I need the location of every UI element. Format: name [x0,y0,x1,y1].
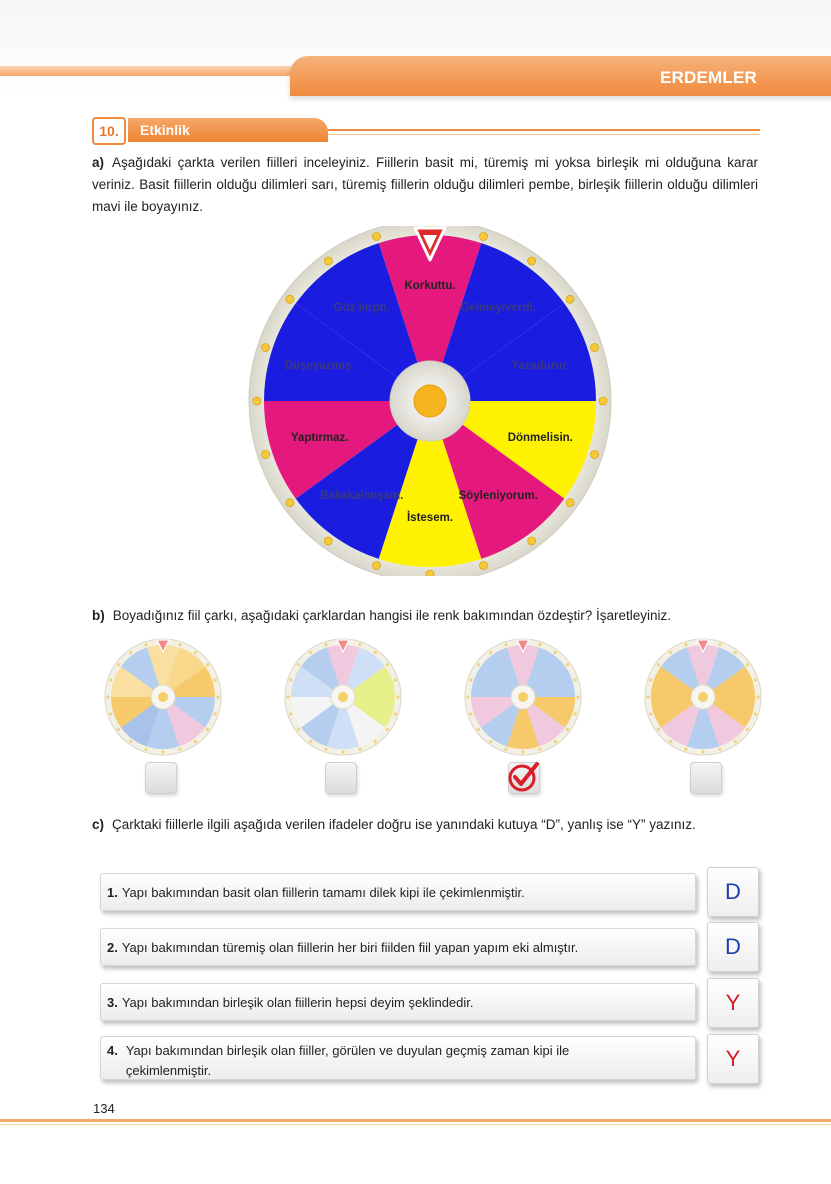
small-wheel-dot [289,712,292,715]
wheel-slice-label: Yazadurur. [511,360,570,373]
statement-1-answer: D [725,879,741,904]
wheel-slice-label: Gelmeyiverdi. [460,302,536,315]
wheel-rim-dot [591,344,599,352]
small-wheel-dot [341,750,344,753]
wheel-slice-label: Söyleniyorum. [458,489,538,502]
option-3-checkbox[interactable] [508,762,540,794]
small-wheel-hub [158,692,168,702]
small-wheel-dot [756,695,759,698]
small-wheel-dot [324,643,327,646]
small-wheel-dot [358,748,361,751]
small-wheel-dot [144,748,147,751]
wheel-slice-label: Korkuttu. [404,280,456,292]
small-wheel-dot [469,678,472,681]
activity-number: 10. [92,117,126,145]
small-wheel-dot [657,728,660,731]
small-wheel-dot [538,748,541,751]
wheel-option-4[interactable] [643,637,763,757]
statement-3 [100,983,696,1021]
small-wheel-dot [646,695,649,698]
statement-2-answer: D [725,934,741,959]
small-wheel-dot [504,643,507,646]
statement-3-number: 3. [107,994,118,1010]
small-wheel-dot [669,740,672,743]
part-c-instructions [92,814,758,836]
statement-2-number: 2. [107,939,118,955]
small-wheel-dot [669,651,672,654]
small-wheel-dot [466,695,469,698]
small-wheel-dot [574,678,577,681]
small-wheel-dot [477,728,480,731]
small-wheel-dot [394,712,397,715]
statement-1-text: Yapı bakımından basit olan fiillerin tamamı dilek kipi ile çekimlenmiştir. [121,884,525,900]
activity-label: Etkinlik [128,118,328,142]
small-wheel-dot [684,748,687,751]
small-wheel-dot [109,678,112,681]
statement-4-number: 4. [107,1043,118,1058]
wheel-rim-dot [528,257,536,265]
wheel-rim-dot [426,570,434,576]
small-wheel-dot [129,651,132,654]
wheel-option-2[interactable] [283,637,403,757]
small-wheel-dot [576,695,579,698]
small-wheel-dot [386,728,389,731]
small-wheel-dot [521,750,524,753]
small-wheel-dot [657,663,660,666]
small-wheel-dot [477,663,480,666]
wheel-rim-dot [286,499,294,507]
small-wheel-dot [309,740,312,743]
small-wheel-dot [206,728,209,731]
small-wheel-hub [338,692,348,702]
wheel-rim-dot [373,233,381,241]
small-wheel-dot [574,712,577,715]
part-b-letter: b) [92,608,105,623]
small-wheel-dot [649,712,652,715]
small-wheel-dot [214,678,217,681]
small-wheel-dot [718,748,721,751]
part-a-text: Aşağıdaki çarkta verilen fiilleri inceleyiniz. Fiillerin basit mi, türemiş mi yoksa birleşik mi olduğuna karar veriniz. Basit fiillerin olduğu dilimleri sarı, türemiş fiillerin olduğu dilimleri pembe, birleşik fiillerin olduğu dilimleri mavi ile boyayınız. [92,155,758,214]
statement-1-answer-box[interactable] [707,867,759,917]
statement-4-answer: Y [725,1046,741,1071]
small-wheel-dot [206,663,209,666]
small-wheel-dot [194,740,197,743]
small-wheel-dot [566,663,569,666]
footer-rule [0,1119,831,1122]
small-wheel-dot [684,643,687,646]
unit-title: ERDEMLER [660,68,757,87]
wheel-slice-label: Yaptırmaz. [290,431,349,444]
wheel-rim-dot [373,562,381,570]
small-wheel-dot [718,643,721,646]
wheel-rim-dot [591,451,599,459]
wheel-rim-dot [599,397,607,405]
small-wheel-dot [117,663,120,666]
small-wheel-dot [538,643,541,646]
wheel-slice-label: Düşeyazmış. [284,360,355,373]
wheel-rim-dot [262,344,270,352]
small-wheel-dot [754,712,757,715]
small-wheel-dot [178,748,181,751]
small-wheel-dot [746,663,749,666]
small-wheel-dot [701,750,704,753]
small-wheel-dot [489,651,492,654]
small-wheel-dot [324,748,327,751]
part-a-instructions [92,152,758,218]
small-wheel-dot [289,678,292,681]
small-wheel-dot [216,695,219,698]
small-wheel-dot [469,712,472,715]
checkmark-icon [506,760,540,794]
small-wheel-dot [566,728,569,731]
small-wheel-dot [746,728,749,731]
part-b-instructions [92,605,758,627]
page-number: 134 [93,1101,115,1116]
wheel-rim-dot [566,499,574,507]
small-wheel-hub [518,692,528,702]
statement-2-text: Yapı bakımından türemiş olan fiillerin her biri fiilden fiil yapan yapım eki almıştır. [121,939,579,955]
small-wheel-dot [178,643,181,646]
statement-1 [100,873,696,911]
wheel-hub [414,385,446,417]
header-stripe [0,66,310,76]
small-wheel-dot [129,740,132,743]
part-c-letter: c) [92,817,105,832]
small-wheel-dot [734,740,737,743]
wheel-rim-dot [528,537,536,545]
wheel-rim-dot [324,257,332,265]
part-a-letter: a) [92,155,105,170]
small-wheel-dot [144,643,147,646]
small-wheel-dot [214,712,217,715]
statement-2 [100,928,696,966]
statement-1-number: 1. [107,884,118,900]
statement-3-answer-box[interactable] [707,978,759,1028]
wheel-rim-dot [262,451,270,459]
small-wheel-dot [309,651,312,654]
small-wheel-dot [161,750,164,753]
small-wheel-dot [734,651,737,654]
small-wheel-dot [489,740,492,743]
small-wheel-dot [374,740,377,743]
statement-3-text: Yapı bakımından birleşik olan fiillerin hepsi deyim şeklindedir. [121,994,474,1010]
small-wheel-dot [554,651,557,654]
footer-rule-thin [0,1124,831,1125]
wheel-rim-dot [480,562,488,570]
wheel-option-1[interactable] [103,637,223,757]
small-wheel-dot [106,695,109,698]
option-2-checkbox[interactable] [325,762,357,794]
small-wheel-dot [117,728,120,731]
part-b-text: Boyadığınız fiil çarkı, aşağıdaki çarklardan hangisi ile renk bakımından özdeştir? İşaretleyiniz. [112,608,672,623]
small-wheel-dot [504,748,507,751]
small-wheel-dot [358,643,361,646]
wheel-rim-dot [286,295,294,303]
wheel-rim-dot [480,233,488,241]
small-wheel-dot [297,663,300,666]
small-wheel-dot [286,695,289,698]
wheel-rim-dot [566,295,574,303]
wheel-rim-dot [253,397,261,405]
statement-2-answer-box[interactable] [707,922,759,972]
statement-4-text: Yapı bakımından birleşik olan fiiller, görülen ve duyulan geçmiş zaman kipi ile çekimlenmiştir. [125,1043,570,1078]
small-wheel-dot [649,678,652,681]
statement-4-answer-box[interactable] [707,1034,759,1084]
small-wheel-dot [374,651,377,654]
part-c-text: Çarktaki fiillerle ilgili aşağıda verilen ifadeler doğru ise yanındaki kutuya “D”, yanlış ise “Y” yazınız. [112,817,696,832]
activity-heading [92,117,762,143]
verb-wheel [247,226,613,576]
small-wheel-dot [109,712,112,715]
wheel-slice-label: Göz kırptı. [333,302,390,315]
small-wheel-dot [194,651,197,654]
small-wheel-dot [297,728,300,731]
small-wheel-dot [554,740,557,743]
statement-4 [100,1036,696,1080]
small-wheel-dot [394,678,397,681]
small-wheel-hub [698,692,708,702]
wheel-rim-dot [324,537,332,545]
wheel-slice-label: Dönmelisin. [507,431,573,444]
wheel-slice-label: İstesem. [406,512,454,524]
small-wheel-dot [754,678,757,681]
wheel-slice-label: Bakakalmışsın. [320,489,404,502]
wheel-option-3[interactable] [463,637,583,757]
statement-3-answer: Y [725,990,741,1015]
option-4-checkbox[interactable] [690,762,722,794]
small-wheel-dot [386,663,389,666]
option-1-checkbox[interactable] [145,762,177,794]
small-wheel-dot [396,695,399,698]
